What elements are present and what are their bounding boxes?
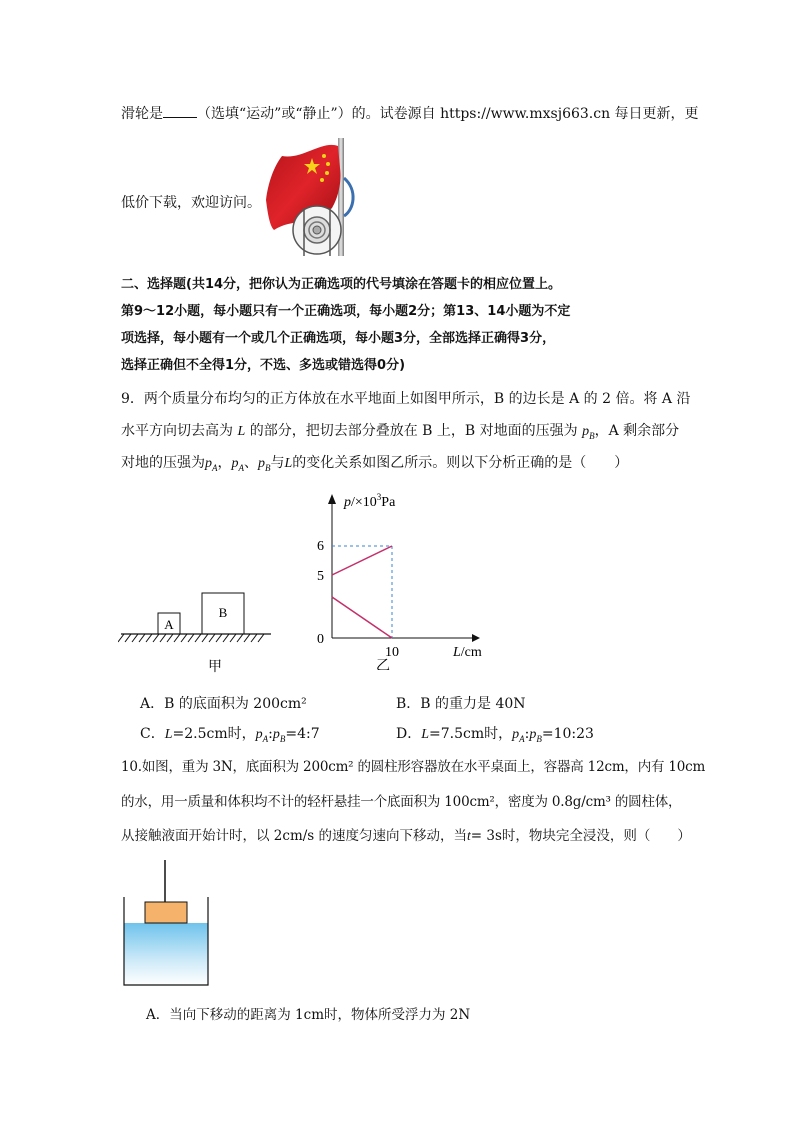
q9-l2d: p (582, 424, 590, 439)
opt-c-val: =4:7 (285, 726, 320, 742)
opt-d-val: =10:23 (541, 726, 594, 742)
q9-l3j: 与 (270, 455, 285, 471)
opt-c-pa: p (255, 727, 263, 742)
hatch-stroke (125, 634, 131, 642)
figure-jia-caption: 甲 (208, 659, 222, 675)
figure-yi-caption: 乙 (376, 658, 390, 670)
q9-option-a[interactable]: A．B 的底面积为 200cm² (140, 696, 307, 712)
hatch-stroke (188, 634, 194, 642)
hatch-stroke (209, 634, 215, 642)
hatch-stroke (153, 634, 159, 642)
container-figure (118, 860, 218, 990)
opt-d-pre: D． (396, 726, 422, 742)
line1-suffix: （选填“运动”或“静止”）的。试卷源自 https://www.mxsj663.cn 每日更新，更 (197, 106, 699, 122)
series-pb-line (332, 546, 392, 575)
q9-option-d[interactable] (396, 723, 594, 745)
opt-c-pb: p (272, 727, 280, 742)
y-tick-6: 6 (317, 539, 324, 554)
hatch-stroke (195, 634, 201, 642)
q9-l2c: 的部分，把切去部分叠放在 B 上，B 对地面的压强为 (249, 423, 578, 439)
ground-hatch (118, 634, 264, 642)
section2-line1: 二、选择题(共14分，把你认为正确选项的代号填涂在答题卡的相应位置上。 (121, 277, 562, 292)
q9-l3c: A (212, 462, 218, 473)
section2-line4: 选择正确但不全得1分，不选、多选或错选得0分) (121, 358, 406, 373)
q10-option-a[interactable]: A．当向下移动的距离为 1cm时，物体所受浮力为 2N (146, 1007, 471, 1023)
question-8-tail-line (121, 103, 699, 123)
answer-blank (163, 105, 197, 118)
opt-c-colon: : (268, 726, 273, 742)
q9-l2e: B (589, 430, 595, 441)
opt-c-pb-sub: B (279, 733, 286, 744)
figure-yi-chart (300, 490, 500, 670)
hatch-stroke (146, 634, 152, 642)
q9-l3g: 、 (244, 455, 258, 471)
q9-l2a: 水平方向切去高为 (121, 423, 233, 439)
y-axis-arrow (328, 494, 336, 504)
q9-l3a: 对地的压强为 (121, 455, 205, 471)
hatch-stroke (167, 634, 173, 642)
q10-line2: 的水，用一质量和体积均不计的轻杆悬挂一个底面积为 100cm²，密度为 0.8g/cm³ 的圆柱体， (121, 794, 682, 810)
q9-l3i: B (265, 462, 271, 473)
water (124, 923, 208, 985)
hatch-stroke (174, 634, 180, 642)
opt-d-l: L (421, 727, 430, 742)
hatch-stroke (230, 634, 236, 642)
hatch-stroke (237, 634, 243, 642)
q9-l3b: p (205, 456, 212, 471)
q9-l3f: A (238, 462, 244, 473)
q9-l3k: L (284, 456, 293, 471)
figure-jia (118, 585, 278, 680)
q10-l3a: 从接触液面开始计时，以 2cm/s 的速度匀速向下移动，当 (121, 828, 468, 844)
opt-d-colon: : (524, 726, 530, 742)
flag-pulley-figure (262, 138, 357, 256)
q9-line2 (121, 420, 679, 442)
x-axis-arrow (472, 634, 480, 642)
q9-option-c[interactable] (140, 723, 320, 745)
opt-c-l: L (164, 727, 173, 742)
opt-d-pb: p (529, 727, 537, 742)
opt-c-mid: =2.5cm时， (172, 726, 256, 742)
q9-l3d: ， (217, 455, 232, 471)
q9-l3h: p (258, 456, 265, 471)
cylinder-block (145, 902, 187, 923)
line2-text: 低价下载，欢迎访问。 (121, 195, 261, 211)
section2-line2: 第9～12小题，每小题只有一个正确选项，每小题2分；第13、14小题为不定 (121, 304, 571, 319)
hatch-stroke (251, 634, 257, 642)
hatch-stroke (223, 634, 229, 642)
hatch-stroke (202, 634, 208, 642)
opt-c-pre: C． (140, 726, 165, 742)
q9-l3l: 的变化关系如图乙所示。则以下分析正确的是（ ） (292, 455, 629, 471)
q9-l2f: ，A 剩余部分 (594, 423, 680, 439)
hatch-stroke (216, 634, 222, 642)
y-tick-5: 5 (317, 569, 324, 584)
x-axis-label: L/cm (453, 645, 482, 660)
q9-l3e: p (231, 456, 239, 471)
hatch-stroke (181, 634, 187, 642)
q9-l2b: L (237, 424, 246, 439)
hatch-stroke (118, 634, 124, 642)
opt-d-pa: p (512, 727, 520, 742)
hatch-stroke (258, 634, 264, 642)
hatch-stroke (132, 634, 138, 642)
origin-tick-0: 0 (317, 632, 324, 647)
opt-d-pa-sub: A (519, 733, 525, 744)
opt-d-pb-sub: B (536, 733, 542, 744)
y-axis-label: $p/\times 10^3Pa$ (344, 492, 396, 510)
q9-option-b[interactable]: B．B 的重力是 40N (396, 696, 526, 712)
q10-line3 (121, 824, 691, 844)
hatch-stroke (139, 634, 145, 642)
q9-line1: 9．两个质量分布均匀的正方体放在水平地面上如图甲所示，B 的边长是 A 的 2 倍。将 A 沿 (121, 391, 691, 407)
opt-c-pa-sub: A (262, 733, 269, 744)
x-tick-10: 10 (385, 645, 399, 660)
opt-d-mid: =7.5cm时， (429, 726, 513, 742)
hatch-stroke (160, 634, 166, 642)
q10-l3c: = 3s时，物块完全浸没，则（ ） (470, 828, 691, 844)
cube-b-label: B (218, 605, 228, 620)
series-pa-line (332, 597, 392, 638)
q9-line3 (121, 452, 628, 474)
line1-prefix: 滑轮是 (121, 106, 163, 122)
hatch-stroke (244, 634, 250, 642)
q10-l3b: t (467, 828, 471, 843)
section2-line3: 项选择，每小题有一个或几个正确选项，每小题3分，全部选择正确得3分， (121, 331, 556, 346)
cube-a-label: A (164, 617, 174, 632)
q10-line1: 10.如图，重为 3N，底面积为 200cm² 的圆柱形容器放在水平桌面上，容器高 12cm，内有 10cm (121, 759, 706, 775)
